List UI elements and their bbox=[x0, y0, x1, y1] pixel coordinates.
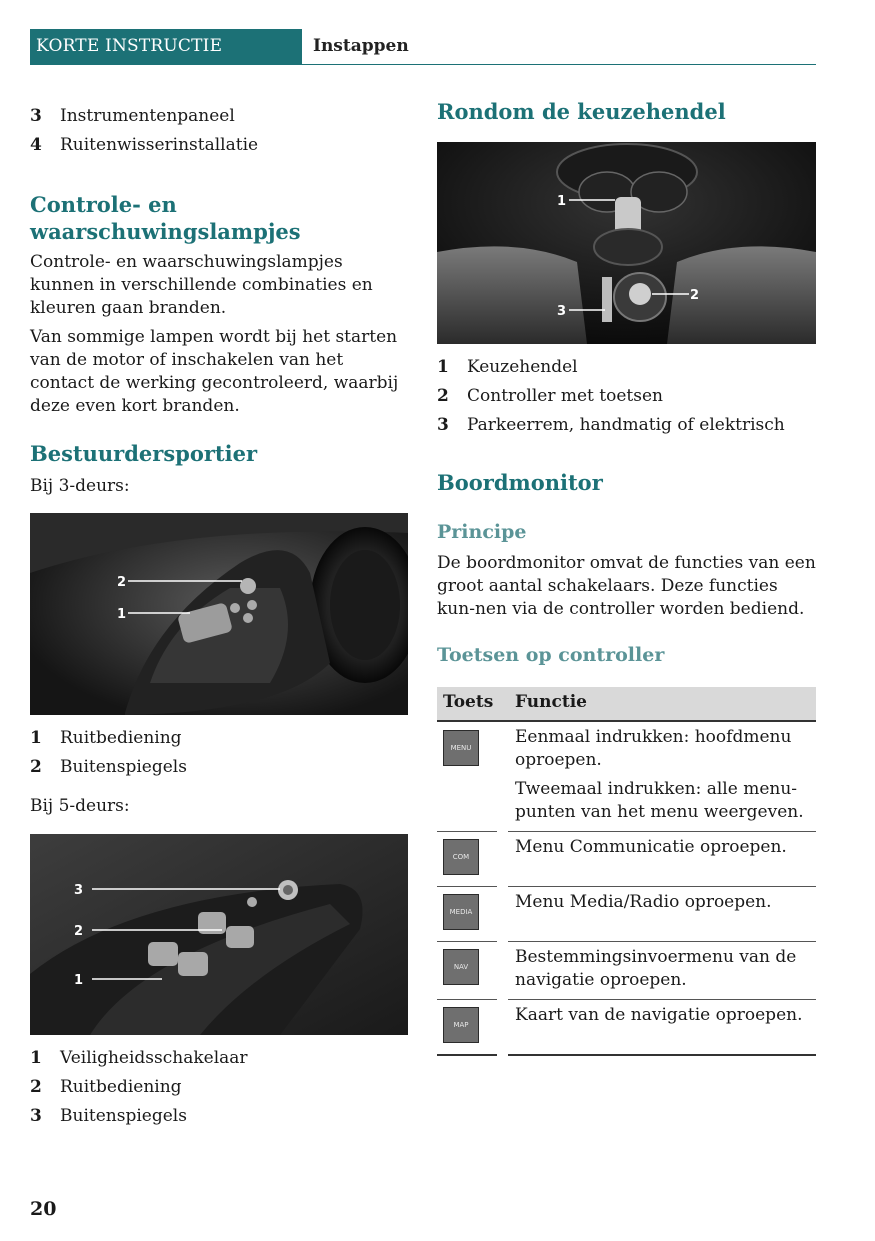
controller-keys-table bbox=[437, 687, 816, 1055]
list-item: 2 Ruitbediening bbox=[30, 1077, 182, 1097]
media-key-icon: MEDIA bbox=[443, 894, 479, 930]
row-function-text: Kaart van de navigatie oproepen. bbox=[515, 1005, 803, 1025]
nav-key-icon: NAV bbox=[443, 949, 479, 985]
header-rule bbox=[30, 64, 816, 65]
callout-label: 2 bbox=[74, 924, 84, 939]
row-function-text: Menu Communicatie oproepen. bbox=[515, 837, 787, 857]
list-item: 2 Buitenspiegels bbox=[30, 757, 187, 777]
heading-controle: Controle- en waarschuwingslampjes bbox=[30, 192, 301, 244]
page-title: Instappen bbox=[313, 36, 409, 56]
list-item: 1 Keuzehendel bbox=[437, 357, 578, 377]
callout-label: 3 bbox=[74, 883, 84, 898]
list-item: 3 Instrumentenpaneel bbox=[30, 106, 235, 126]
heading-portier: Bestuurdersportier bbox=[30, 441, 258, 466]
callout-label: 1 bbox=[557, 194, 567, 209]
five-door-caption: Bij 5-deurs: bbox=[30, 796, 130, 816]
table-header bbox=[437, 687, 816, 722]
table-row bbox=[437, 1000, 816, 1055]
heading-boordmonitor: Boordmonitor bbox=[437, 470, 603, 495]
row-function-text: Menu Media/Radio oproepen. bbox=[515, 892, 772, 912]
list-item: 3 Parkeerrem, handmatig of elektrisch bbox=[437, 415, 785, 435]
five-door-list bbox=[30, 1044, 410, 1131]
list-item: 4 Ruitenwisserinstallatie bbox=[30, 135, 259, 155]
divider bbox=[437, 1054, 497, 1056]
table-row bbox=[437, 832, 816, 887]
com-key-icon: COM bbox=[443, 839, 479, 875]
callout-label: 1 bbox=[117, 607, 127, 622]
section-label: KORTE INSTRUCTIE bbox=[36, 36, 223, 56]
section-band bbox=[30, 29, 302, 65]
top-list bbox=[30, 102, 410, 160]
three-door-caption: Bij 3-deurs: bbox=[30, 476, 130, 496]
controle-paragraph-2: Van sommige lampen wordt bij het starten van de motor of inschakelen van het contact de werking gecontroleerd, waarbij deze even kort branden. bbox=[30, 327, 399, 416]
callout-label: 2 bbox=[690, 288, 700, 303]
map-key-icon: MAP bbox=[443, 1007, 479, 1043]
door-3-photo bbox=[30, 513, 408, 715]
list-item: 3 Buitenspiegels bbox=[30, 1106, 187, 1126]
heading-keuzehendel: Rondom de keuzehendel bbox=[437, 99, 726, 124]
row-function-text-2: Tweemaal indrukken: alle menu-punten van het menu weergeven. bbox=[515, 779, 804, 822]
principe-paragraph: De boordmonitor omvat de functies van een groot aantal schakelaars. Deze functies kun-nen via de controller worden bediend. bbox=[437, 553, 816, 619]
callout-label: 2 bbox=[117, 575, 127, 590]
row-function-text: Bestemmingsinvoermenu van de navigatie oproepen. bbox=[515, 947, 797, 990]
menu-key-icon: MENU bbox=[443, 730, 479, 766]
list-item: 2 Controller met toetsen bbox=[437, 386, 663, 406]
list-item: 1 Veiligheidsschakelaar bbox=[30, 1048, 248, 1068]
heading-principe: Principe bbox=[437, 521, 527, 543]
divider bbox=[508, 1054, 816, 1056]
col-header-key: Toets bbox=[443, 692, 494, 712]
three-door-list bbox=[30, 724, 410, 782]
controle-paragraph-1: Controle- en waarschuwingslampjes kunnen in verschillende combinaties en kleuren gaan branden. bbox=[30, 252, 373, 318]
page-number: 20 bbox=[30, 1198, 57, 1220]
table-row bbox=[437, 722, 816, 832]
col-header-function: Functie bbox=[515, 692, 587, 712]
callout-label: 1 bbox=[74, 973, 84, 988]
callout-label: 3 bbox=[557, 304, 567, 319]
heading-toetsen: Toetsen op controller bbox=[437, 644, 665, 666]
list-item: 1 Ruitbediening bbox=[30, 728, 182, 748]
table-row bbox=[437, 887, 816, 942]
keuze-list bbox=[437, 353, 816, 440]
door-5-photo bbox=[30, 834, 408, 1035]
selector-photo bbox=[437, 142, 816, 344]
table-row bbox=[437, 942, 816, 1000]
row-function-text: Eenmaal indrukken: hoofdmenu oproepen. bbox=[515, 727, 792, 770]
